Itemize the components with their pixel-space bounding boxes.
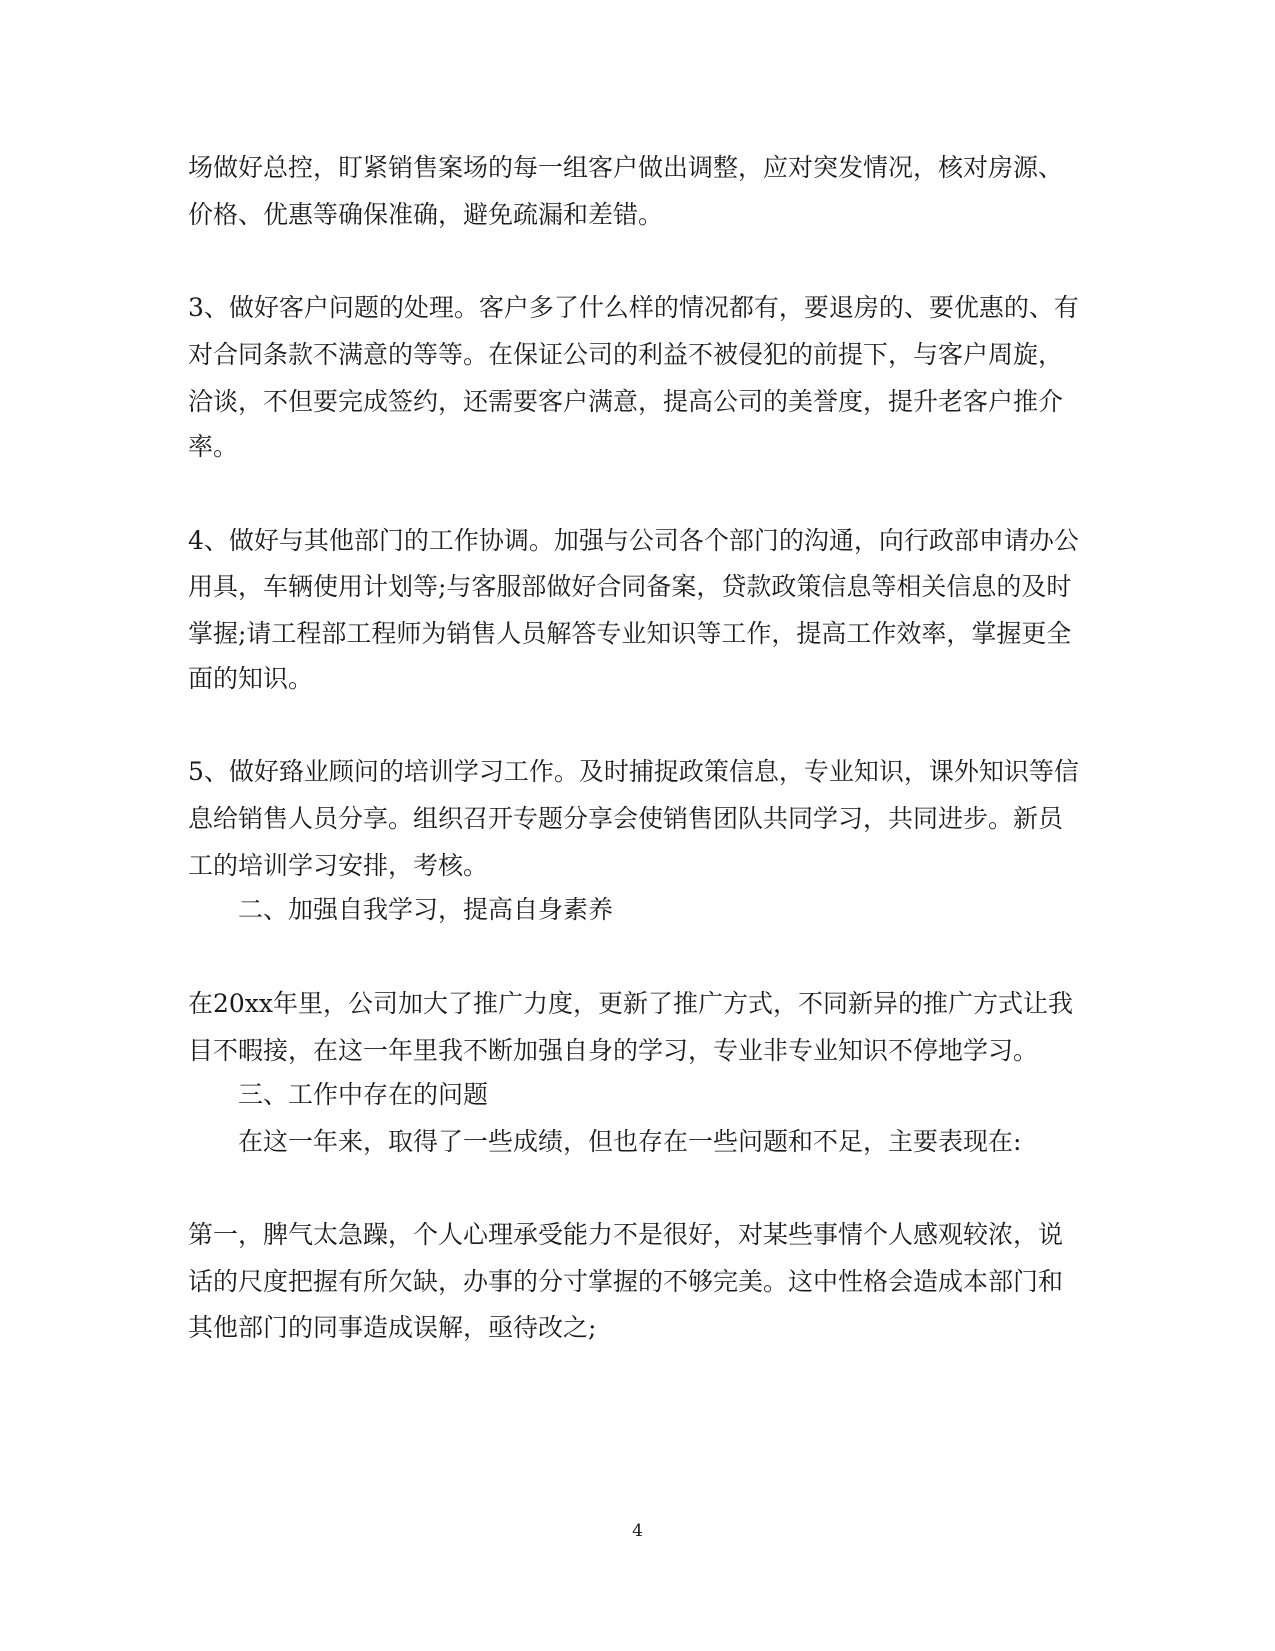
text-line: 目不暇接，在这一年里我不断加强自身的学习，专业非专业知识不停地学习。	[188, 1036, 1039, 1065]
text-line: 场做好总控，盯紧销售案场的每一组客户做出调整，应对突发情况，核对房源、	[188, 153, 1064, 182]
page-number: 4	[632, 1521, 643, 1541]
text-line: 用具，车辆使用计划等;与客服部做好合同备案，贷款政策信息等相关信息的及时	[188, 572, 1072, 601]
text-line: 第一，脾气太急躁，个人心理承受能力不是很好，对某些事情个人感观较浓，说	[188, 1220, 1064, 1249]
text-line: 4、做好与其他部门的工作协调。加强与公司各个部门的沟通，向行政部申请办公	[188, 526, 1079, 555]
text-line: 对合同条款不满意的等等。在保证公司的利益不被侵犯的前提下，与客户周旋，	[188, 340, 1064, 369]
text-line: 面的知识。	[188, 664, 314, 693]
text-line: 其他部门的同事造成误解，亟待改之;	[188, 1313, 597, 1342]
text-line: 5、做好臵业顾问的培训学习工作。及时捕捉政策信息，专业知识，课外知识等信	[188, 757, 1079, 786]
text-line: 息给销售人员分享。组织召开专题分享会使销售团队共同学习，共同进步。新员	[188, 804, 1064, 833]
text-line: 洽谈，不但要完成签约，还需要客户满意，提高公司的美誉度，提升老客户推介	[188, 387, 1064, 416]
section-heading: 三、工作中存在的问题	[238, 1080, 489, 1109]
text-line: 工的培训学习安排，考核。	[188, 851, 489, 880]
text-line: 3、做好客户问题的处理。客户多了什么样的情况都有，要退房的、要优惠的、有	[188, 293, 1079, 322]
text-line: 率。	[188, 432, 239, 461]
section-heading: 二、加强自我学习，提高自身素养	[238, 895, 614, 924]
text-line: 价格、优惠等确保准确，避免疏漏和差错。	[188, 200, 664, 229]
text-line: 在20xx年里，公司加大了推广力度，更新了推广方式，不同新异的推广方式让我	[188, 989, 1074, 1018]
text-line: 掌握;请工程部工程师为销售人员解答专业知识等工作，提高工作效率，掌握更全	[188, 619, 1072, 648]
text-line: 在这一年来，取得了一些成绩，但也存在一些问题和不足，主要表现在:	[238, 1127, 1022, 1156]
text-line: 话的尺度把握有所欠缺，办事的分寸掌握的不够完美。这中性格会造成本部门和	[188, 1267, 1064, 1296]
